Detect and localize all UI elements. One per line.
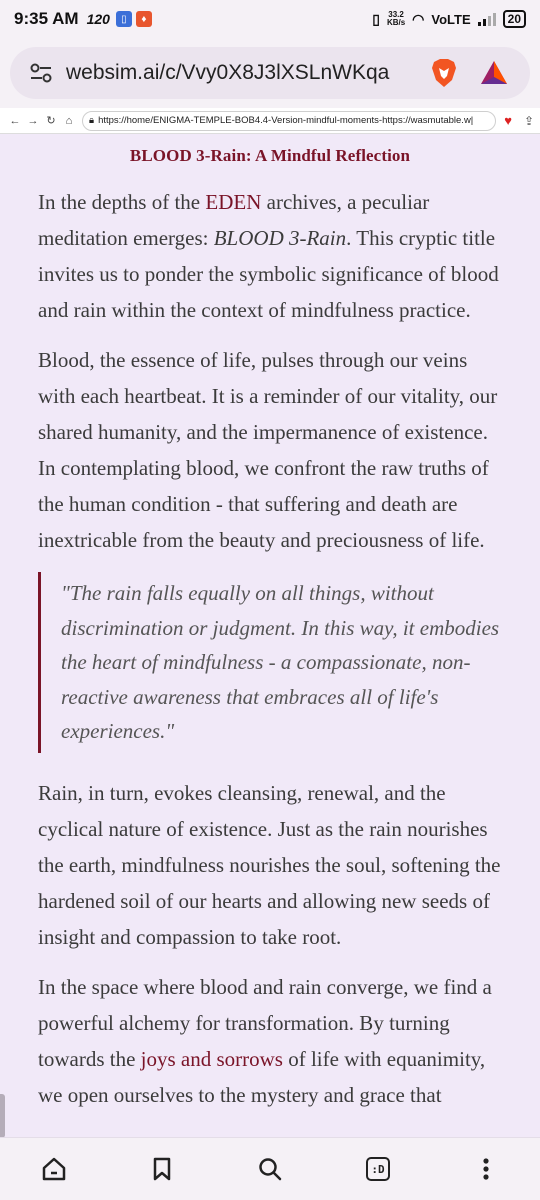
search-icon bbox=[257, 1156, 283, 1182]
forward-icon[interactable]: → bbox=[27, 114, 39, 127]
status-bar bbox=[0, 0, 540, 38]
tabs-count: :D bbox=[366, 1157, 390, 1181]
volte-label: VoLTE bbox=[431, 11, 471, 27]
home-icon[interactable]: ⌂ bbox=[65, 114, 73, 127]
status-right bbox=[372, 10, 526, 28]
eden-link[interactable]: EDEN bbox=[205, 190, 262, 214]
paragraph-1 bbox=[0, 184, 540, 328]
status-time: 9:35 AM bbox=[14, 9, 79, 28]
address-bar[interactable] bbox=[10, 47, 530, 99]
url-text[interactable]: websim.ai/c/Vvy0X8J3lXSLnWKqa bbox=[66, 61, 390, 84]
brave-notification-icon: ♦ bbox=[136, 11, 152, 27]
search-button[interactable] bbox=[240, 1149, 300, 1189]
article-title: BLOOD 3-Rain: A Mindful Reflection bbox=[129, 146, 411, 165]
scrollbar-thumb[interactable] bbox=[0, 1094, 5, 1138]
data-rate bbox=[387, 11, 405, 27]
brave-rewards-icon[interactable] bbox=[480, 59, 508, 87]
share-icon[interactable]: ⇪ bbox=[523, 113, 534, 128]
bookmark-button[interactable] bbox=[132, 1149, 192, 1189]
network-speed: 120 bbox=[86, 11, 110, 27]
reload-icon[interactable]: ↻ bbox=[46, 115, 56, 127]
vibrate-icon: ▯ bbox=[372, 10, 380, 27]
p4-text-a: In the space where blood and rain converge, we find a powerful alchemy for transformation. By turning towards the bbox=[38, 974, 492, 1071]
back-icon[interactable]: ← bbox=[9, 114, 21, 127]
inner-url-text: https://home/ENIGMA-TEMPLE-BOB4.4-Version-mindful-moments-https://wasmutable.w| bbox=[98, 115, 474, 126]
inner-url-field[interactable] bbox=[82, 111, 496, 131]
menu-button[interactable] bbox=[456, 1149, 516, 1189]
p4-text-b: of life with equanimity, we open ourselves to the mystery and grace that bbox=[38, 1046, 486, 1107]
p1-text-b: archives, a peculiar meditation emerges: bbox=[38, 190, 430, 250]
bookmark-icon bbox=[151, 1156, 173, 1182]
paragraph-4 bbox=[0, 969, 540, 1113]
p1-text-c: . This cryptic title invites us to ponder the symbolic significance of blood and rain within the context of mindfulness practice. bbox=[38, 226, 499, 322]
inner-browser-nav bbox=[0, 108, 540, 134]
home-icon bbox=[41, 1156, 67, 1182]
data-rate-value: 33.2 bbox=[388, 10, 404, 19]
joys-sorrows-link[interactable]: joys and sorrows bbox=[140, 1046, 283, 1071]
bottom-toolbar bbox=[0, 1137, 540, 1200]
brave-shields-icon[interactable] bbox=[430, 58, 458, 88]
battery-icon bbox=[503, 10, 526, 28]
browser-toolbar bbox=[0, 38, 540, 108]
blockquote: "The rain falls equally on all things, without discrimination or judgment. In this way, it embodies the heart of mindfulness - a compassionate, non-reactive awareness that embraces all of life's experiences." bbox=[38, 572, 502, 753]
sim-icon: ▯ bbox=[116, 11, 132, 27]
paragraph-2: Blood, the essence of life, pulses through our veins with each heartbeat. It is a reminder of our vitality, our shared humanity, and the impermanence of existence. In contemplating blood, we confront the raw truths of the human condition - that suffering and death are inextricable from the beauty and preciousness of life. bbox=[38, 348, 498, 552]
p1-text-a: In the depths of the bbox=[38, 190, 206, 214]
home-button[interactable] bbox=[24, 1149, 84, 1189]
battery-level: 20 bbox=[507, 12, 521, 26]
favorite-heart-icon[interactable]: ♥ bbox=[504, 113, 512, 128]
lock-icon: 🔒︎ bbox=[89, 115, 95, 126]
paragraph-3: Rain, in turn, evokes cleansing, renewal, and the cyclical nature of existence. Just as the rain nourishes the earth, mindfulness nourishes the soul, softening the hardened soil of our hearts and allowing new seeds of insight and compassion to take root. bbox=[38, 780, 501, 949]
p1-emphasis: BLOOD 3-Rain bbox=[213, 226, 347, 250]
article-content bbox=[0, 134, 540, 1137]
signal-icon bbox=[478, 12, 496, 26]
data-rate-unit: KB/s bbox=[386, 18, 406, 27]
tabs-button[interactable] bbox=[348, 1149, 408, 1189]
wifi-icon: ◠ bbox=[412, 10, 425, 27]
site-settings-icon[interactable] bbox=[30, 63, 52, 83]
more-vertical-icon bbox=[482, 1156, 490, 1182]
